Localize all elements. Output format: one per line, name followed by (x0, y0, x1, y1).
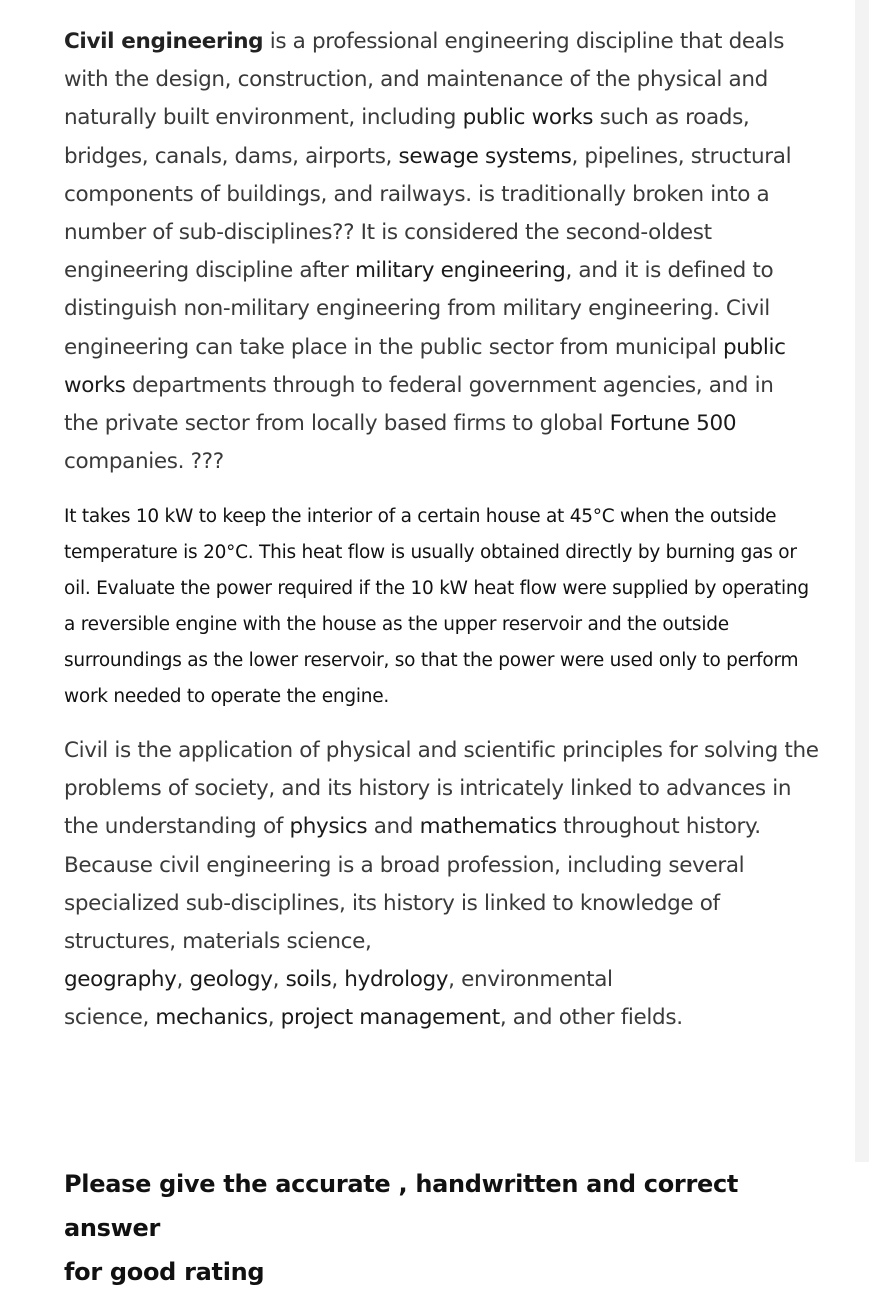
scrollbar-track[interactable] (855, 0, 869, 1162)
link-physics[interactable]: physics (289, 814, 368, 840)
link-military-engineering[interactable]: military engineering (354, 258, 566, 284)
link-public-works-departments[interactable]: public works (64, 334, 786, 398)
history-text-2: and (367, 814, 420, 840)
link-geography[interactable]: geography (64, 967, 177, 993)
history-text-6: , and other fields. (499, 1005, 683, 1031)
link-hydrology[interactable]: hydrology (344, 967, 449, 993)
rating-request-line-1: Please give the accurate , handwritten and correct answer (64, 1170, 739, 1242)
intro-text-5: departments through to federal government agencies, and in the private sector from locally based firms to global (64, 372, 774, 437)
link-public-works[interactable]: public works (462, 105, 594, 131)
link-sewage-systems[interactable]: sewage systems (398, 143, 572, 169)
history-sep-2: , (272, 967, 286, 993)
intro-text-4: , and it is defined to distinguish non-military engineering from military engineering. Civil engineering can take place in the public sector from municipal (64, 258, 774, 360)
history-text-4: , environmental (448, 967, 613, 993)
history-sep-4: , (267, 1005, 281, 1031)
link-mathematics[interactable]: mathematics (419, 814, 557, 840)
problem-statement: It takes 10 kW to keep the interior of a certain house at 45°C when the outside temperature is 20°C. This heat flow is usually obtained directly by burning gas or oil. Evaluate the power required if the 10 kW heat flow were supplied by operating a reversible engine with the house as the upper reservoir and the outside surroundings as the lower reservoir, so that the power were used only to perform work needed to operate the engine. (64, 506, 809, 707)
history-text-3: throughout history. Because civil engineering is a broad profession, including several specialized sub-disciplines, its history is linked to knowledge of structures, materials science, (64, 814, 761, 955)
history-paragraph (64, 732, 824, 1038)
link-soils[interactable]: soils (285, 967, 332, 993)
history-sep-3: , (331, 967, 345, 993)
history-text-5: science, (64, 1005, 156, 1031)
history-text-1: Civil is the application of physical and scientific principles for solving the problems of society, and its history is intricately linked to advances in the understanding of (64, 738, 819, 840)
rating-request (64, 1162, 834, 1294)
rating-request-line-2: for good rating (64, 1258, 265, 1286)
link-project-management[interactable]: project management (280, 1005, 500, 1031)
intro-text-2: such as roads, bridges, canals, dams, airports, (64, 105, 750, 169)
link-mechanics[interactable]: mechanics (155, 1005, 268, 1031)
link-geology[interactable]: geology (189, 967, 273, 993)
link-fortune-500[interactable]: Fortune 500 (609, 411, 737, 437)
intro-paragraph (64, 23, 814, 481)
history-sep-1: , (176, 967, 190, 993)
intro-text-3: , pipelines, structural components of buildings, and railways. is traditionally broken into a number of sub-disciplines?? It is considered the second-oldest engineering discipline after (64, 143, 792, 284)
intro-text-6: companies. ??? (64, 449, 224, 475)
term-civil-engineering: Civil engineering (64, 29, 264, 54)
intro-text-1: is a professional engineering discipline that deals with the design, construction, and maintenance of the physical and naturally built environment, including (64, 29, 785, 131)
